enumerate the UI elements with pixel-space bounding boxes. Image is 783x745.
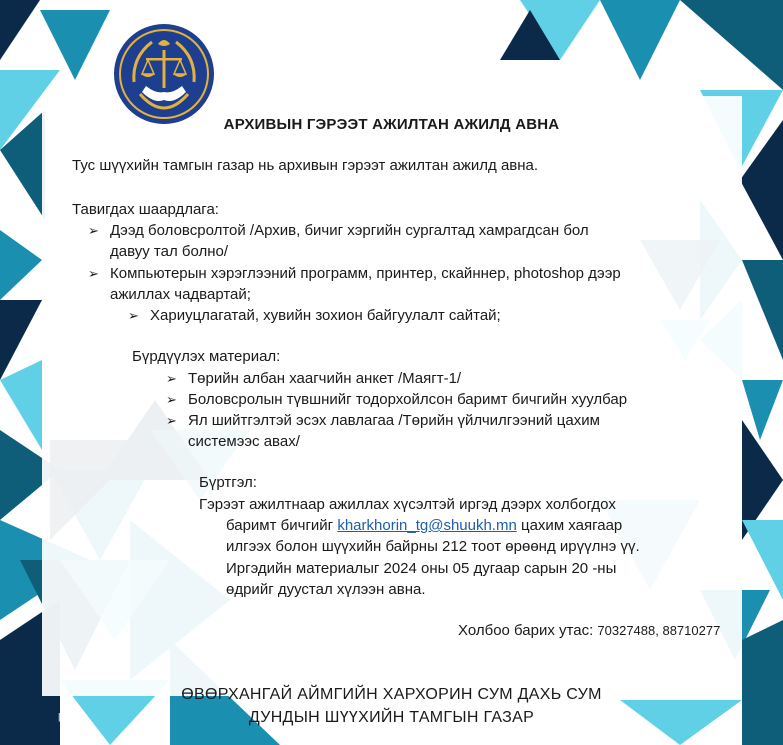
page-title: АРХИВЫН ГЭРЭЭТ АЖИЛТАН АЖИЛД АВНА — [223, 116, 560, 133]
arrowhead-bullet-icon: ➢ — [166, 392, 177, 407]
material-item: ➢ Ял шийтгэлтэй эсэх лавлагаа /Төрийн үйлчилгээний цахим — [166, 412, 600, 429]
registration-line: баримт бичгийг kharkhorin_tg@shuukh.mn цахим хаягаар — [226, 517, 623, 534]
requirement-item-cont: давуу тал болно/ — [110, 243, 229, 260]
arrowhead-bullet-icon: ➢ — [128, 308, 139, 323]
material-item: ➢ Төрийн албан хаагчийн анкет /Маягт-1/ — [166, 370, 462, 387]
arrowhead-bullet-icon: ➢ — [88, 223, 99, 238]
registration-line: өдрийг дуустал хүлээн авна. — [226, 581, 426, 598]
contact-info — [458, 622, 720, 639]
contact-phone[interactable]: 70327488, 88710277 — [597, 623, 721, 638]
contact-label: Холбоо барих утас: — [458, 622, 594, 639]
arrowhead-bullet-icon: ➢ — [88, 266, 99, 281]
requirement-item: ➢ Хариуцлагатай, хувийн зохион байгуулалт сайтай; — [128, 307, 501, 324]
registration-line: илгээх болон шүүхийн байрны 212 тоот өрөөнд ирүүлнэ үү. — [226, 538, 640, 555]
footer-line: ДУНДЫН ШҮҮХИЙН ТАМГЫН ГАЗАР — [248, 709, 535, 726]
footer-line: ӨВӨРХАНГАЙ АЙМГИЙН ХАРХОРИН СУМ ДАХЬ СУМ — [181, 686, 602, 703]
requirement-item: ➢ Дээд боловсролтой /Архив, бичиг хэргийн сургалтад хамрагдсан бол — [88, 222, 589, 239]
requirement-item-cont: ажиллах чадвартай; — [110, 286, 251, 303]
requirements-heading: Тавигдах шаардлага: — [72, 201, 219, 218]
registration-heading: Бүртгэл: — [199, 474, 257, 491]
email-link[interactable]: kharkhorin_tg@shuukh.mn — [337, 517, 517, 534]
registration-line: Иргэдийн материалыг 2024 оны 05 дугаар сарын 20 -ны — [226, 560, 617, 577]
arrowhead-bullet-icon: ➢ — [166, 371, 177, 386]
materials-heading: Бүрдүүлэх материал: — [132, 348, 281, 365]
requirement-item: ➢ Компьютерын хэрэглээний программ, принтер, скайннер, photoshop дээр — [88, 265, 621, 282]
watermark: pixel — [58, 710, 84, 722]
material-item-cont: системээс авах/ — [188, 433, 300, 450]
material-item: ➢ Боловсролын түвшнийг тодорхойлсон баримт бичгийн хуулбар — [166, 391, 628, 408]
registration-line: Гэрээт ажилтнаар ажиллах хүсэлтэй иргэд дээрх холбогдох — [199, 496, 616, 513]
intro-text: Тус шүүхийн тамгын газар нь архивын гэрээт ажилтан ажилд авна. — [72, 157, 539, 174]
court-emblem-icon — [112, 22, 216, 126]
arrowhead-bullet-icon: ➢ — [166, 413, 177, 428]
